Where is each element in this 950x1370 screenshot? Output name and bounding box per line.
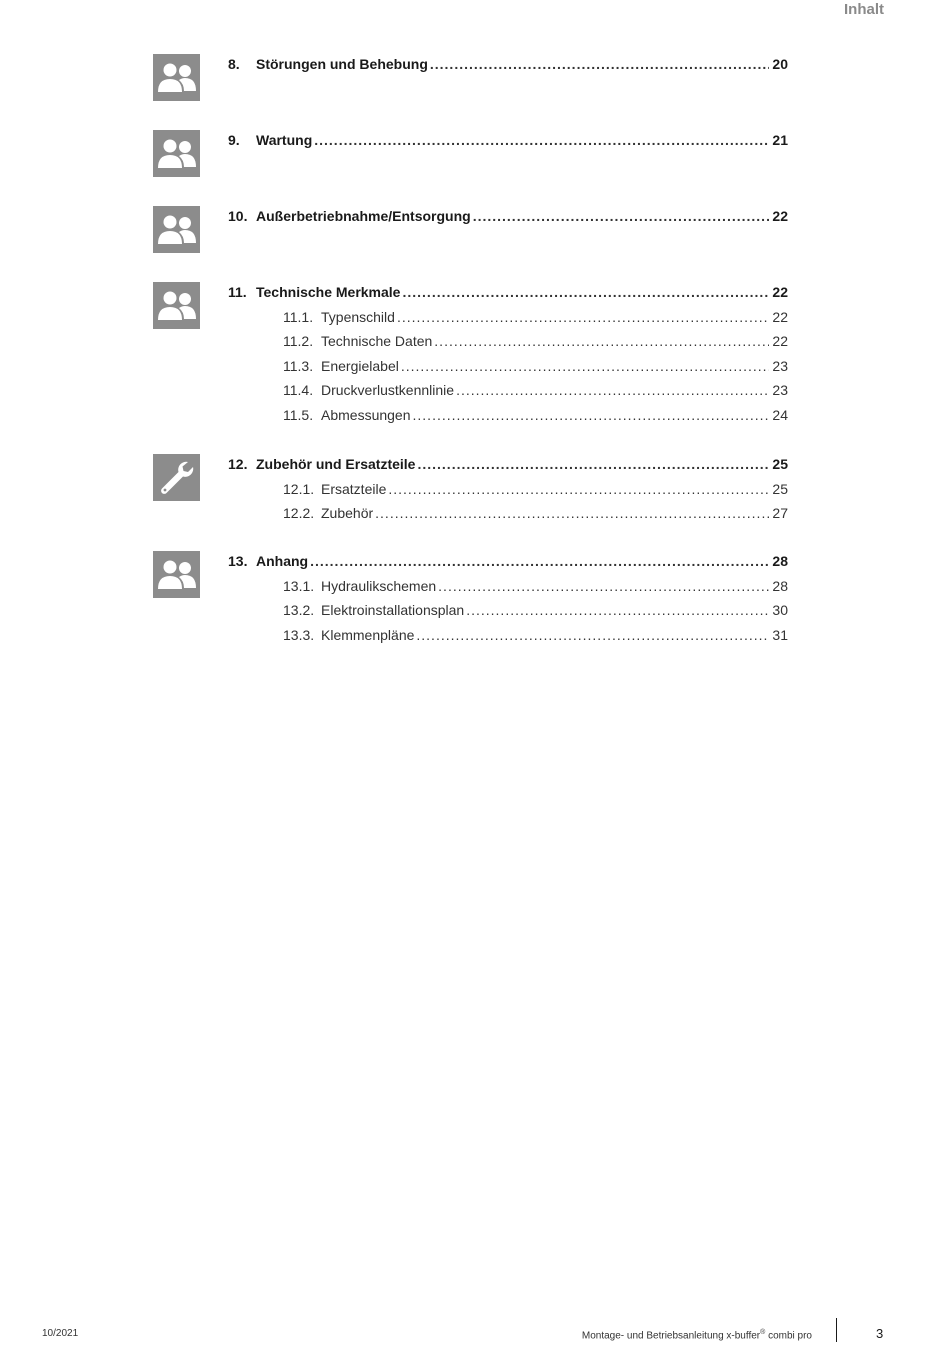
users-icon	[153, 282, 200, 329]
toc-subsection-entry[interactable]	[283, 625, 788, 645]
toc-entry-page: 22	[772, 208, 788, 224]
dot-leader	[388, 479, 769, 499]
toc-chapter-entry[interactable]	[228, 54, 788, 74]
toc-entry-number: 13.3.	[283, 626, 315, 643]
toc-subsection-entry[interactable]	[283, 307, 788, 327]
toc-entry-title: Technische Merkmale	[256, 284, 401, 300]
toc-entry-title: Technische Daten	[321, 333, 433, 349]
toc-entry-page: 28	[772, 553, 788, 569]
toc-entry-page: 22	[772, 308, 788, 325]
toc-subsection-entry[interactable]	[283, 503, 788, 523]
toc-entry-title: Wartung	[256, 132, 313, 148]
toc-entry-title: Anhang	[256, 553, 309, 569]
toc-subsection-entry[interactable]	[283, 479, 788, 499]
toc-entry-number: 13.1.	[283, 577, 315, 594]
dot-leader	[430, 54, 770, 74]
toc-entry-title: Energielabel	[321, 357, 399, 374]
users-icon	[153, 551, 200, 598]
toc-chapter-entry[interactable]	[228, 282, 788, 302]
toc-entry-page: 25	[772, 480, 788, 497]
dot-leader	[375, 503, 769, 523]
toc-entry-page: 22	[772, 284, 788, 300]
toc-entry-number: 13.2.	[283, 602, 315, 618]
toc-entry-number: 8.	[228, 56, 240, 72]
toc-entry-title: Elektroinstallationsplan	[321, 602, 465, 618]
toc-entry-number: 12.1.	[283, 480, 315, 497]
footer-page-number: 3	[876, 1326, 884, 1341]
toc-entry-title: Abmessungen	[321, 406, 411, 423]
toc-entry-number: 12.2.	[283, 505, 315, 521]
toc-entry-number: 10.	[228, 208, 248, 224]
toc-entry-title: Zubehör und Ersatzteile	[256, 456, 416, 472]
users-icon	[153, 206, 200, 253]
page-header-title: Inhalt	[844, 1, 884, 18]
footer-document-title: Montage- und Betriebsanleitung x-buffer® combi pro	[581, 1329, 812, 1342]
toc-entry-number: 11.3.	[283, 357, 314, 374]
dot-leader	[310, 551, 769, 571]
toc-entry-number: 12.	[228, 456, 248, 472]
toc-entry-page: 23	[772, 357, 788, 374]
dot-leader	[417, 454, 769, 474]
toc-entry-title: Druckverlustkennlinie	[321, 382, 455, 398]
toc-chapter-entry[interactable]	[228, 206, 788, 226]
toc-subsection-entry[interactable]	[283, 600, 788, 620]
dot-leader	[438, 576, 769, 596]
toc-entry-title: Ersatzteile	[321, 480, 387, 497]
toc-entry-number: 9.	[228, 132, 240, 148]
toc-subsection-entry[interactable]	[283, 331, 788, 351]
dot-leader	[402, 282, 769, 302]
toc-chapter-entry[interactable]	[228, 130, 788, 150]
footer-divider	[836, 1318, 837, 1342]
dot-leader	[401, 356, 770, 376]
wrench-icon	[153, 454, 200, 501]
toc-chapter-entry[interactable]	[228, 454, 788, 474]
toc-entry-page: 23	[772, 382, 788, 398]
toc-subsection-entry[interactable]	[283, 576, 788, 596]
toc-subsection-entry[interactable]	[283, 356, 788, 376]
footer-date: 10/2021	[42, 1328, 79, 1339]
dot-leader	[434, 331, 769, 351]
toc-entry-title: Störungen und Behebung	[256, 56, 428, 72]
toc-chapter-entry[interactable]	[228, 551, 788, 571]
toc-entry-number: 11.2.	[283, 333, 314, 349]
toc-entry-number: 11.	[228, 284, 247, 300]
toc-entry-title: Hydraulikschemen	[321, 577, 437, 594]
toc-entry-page: 21	[772, 132, 788, 148]
toc-entry-page: 20	[772, 56, 788, 72]
dot-leader	[397, 307, 769, 327]
toc-entry-page: 22	[772, 333, 788, 349]
toc-entry-page: 30	[772, 602, 788, 618]
toc-entry-title: Zubehör	[321, 505, 374, 521]
toc-entry-number: 13.	[228, 553, 248, 569]
dot-leader	[456, 380, 769, 400]
toc-entry-page: 25	[772, 456, 788, 472]
toc-entry-title: Klemmenpläne	[321, 626, 415, 643]
dot-leader	[466, 600, 769, 620]
dot-leader	[416, 625, 769, 645]
toc-entry-page: 28	[772, 577, 788, 594]
dot-leader	[413, 405, 770, 425]
toc-entry-title: Typenschild	[321, 308, 395, 325]
toc-entry-page: 31	[772, 626, 788, 643]
users-icon	[153, 54, 200, 101]
toc-entry-page: 24	[772, 406, 788, 423]
dot-leader	[314, 130, 769, 150]
toc-entry-number: 11.4.	[283, 382, 314, 398]
dot-leader	[473, 206, 770, 226]
users-icon	[153, 130, 200, 177]
toc-entry-page: 27	[772, 505, 788, 521]
toc-entry-number: 11.1.	[283, 308, 314, 325]
toc-subsection-entry[interactable]	[283, 405, 788, 425]
toc-entry-number: 11.5.	[283, 406, 314, 423]
toc-entry-title: Außerbetriebnahme/Entsorgung	[256, 208, 471, 224]
toc-subsection-entry[interactable]	[283, 380, 788, 400]
